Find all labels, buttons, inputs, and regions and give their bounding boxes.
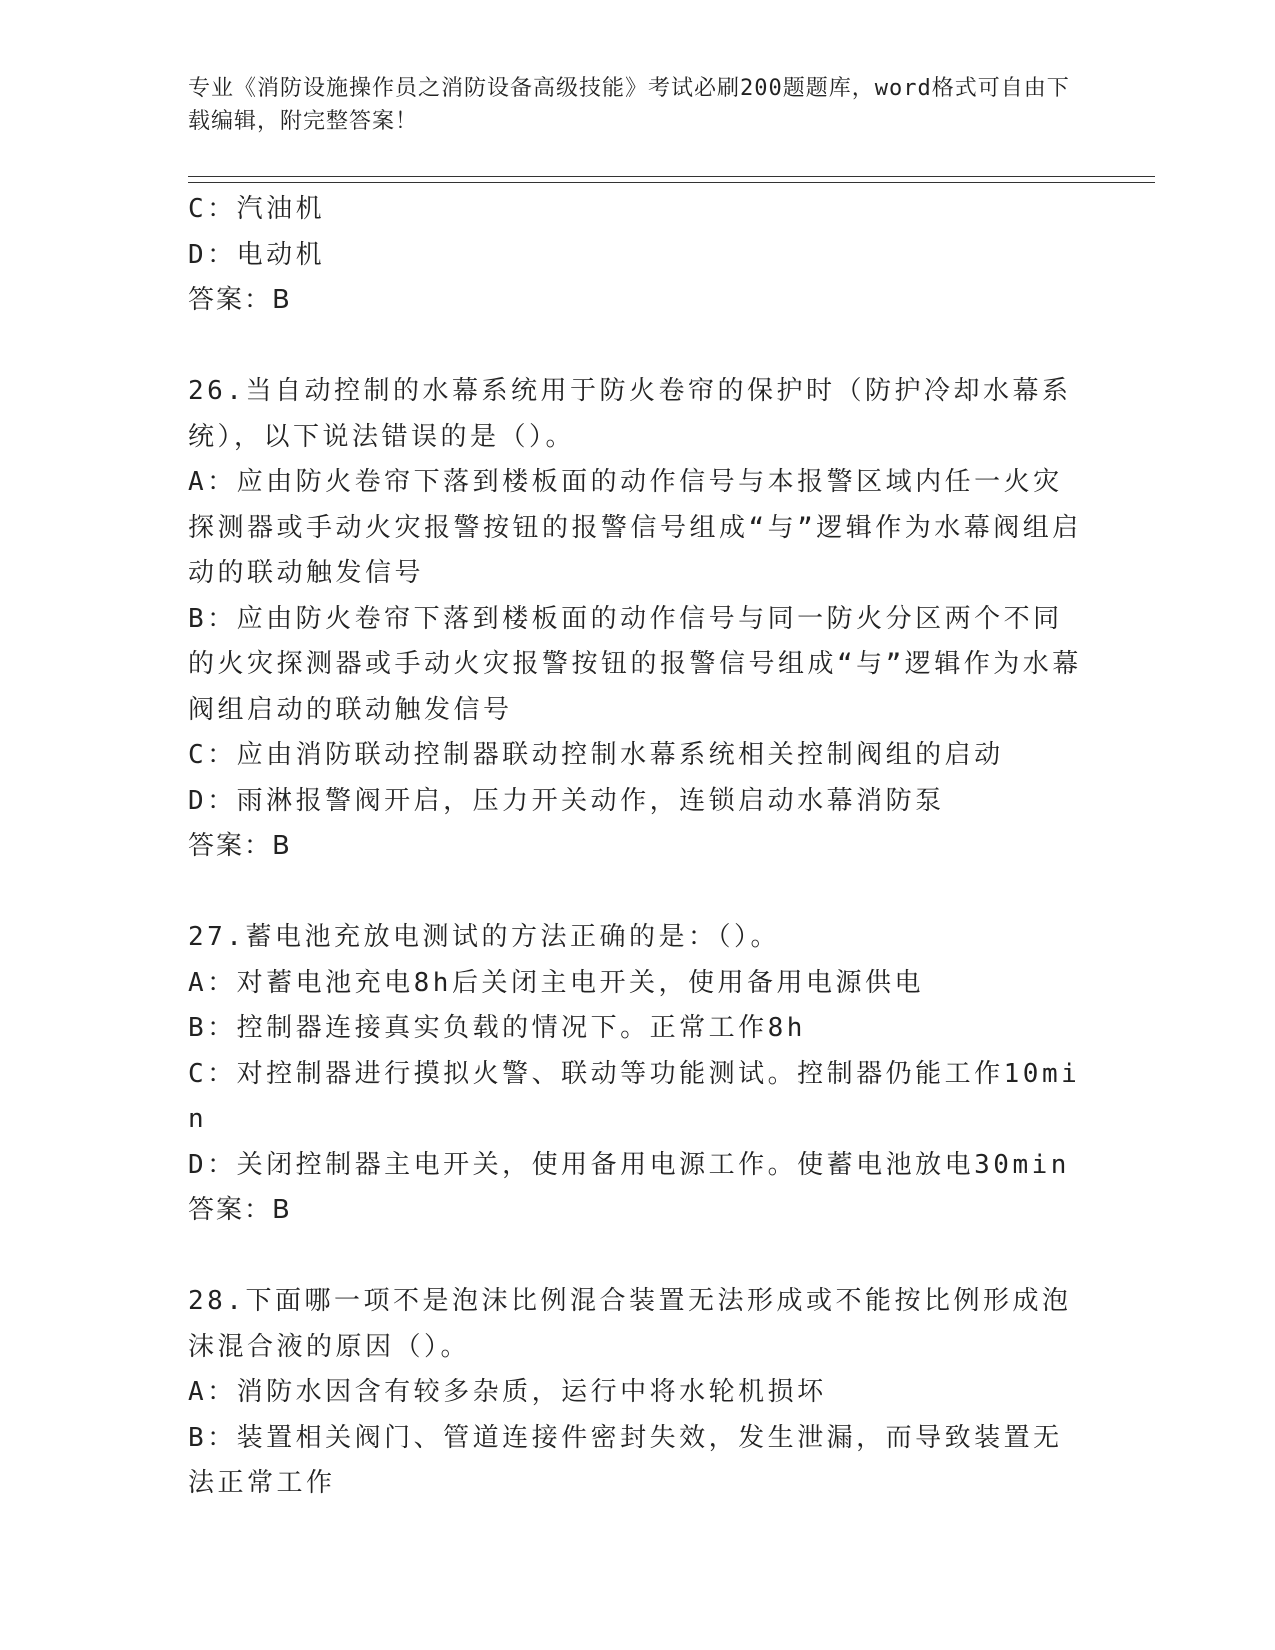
spacer: [188, 870, 1088, 916]
option-c: C：应由消防联动控制器联动控制水幕系统相关控制阀组的启动: [188, 740, 1004, 770]
option-a: A：应由防火卷帘下落到楼板面的动作信号与本报警区域内任一火灾探测器或手动火灾报警按钮的报警信号组成“与”逻辑作为水幕阀组启动的联动触发信号: [188, 467, 1082, 588]
exam-content: [188, 187, 1088, 1507]
answer-line: 答案：B: [188, 285, 292, 315]
option-a: A：对蓄电池充电8h后关闭主电开关，使用备用电源供电: [188, 967, 924, 998]
spacer: [188, 1234, 1088, 1280]
option-d: D：雨淋报警阀开启，压力开关动作，连锁启动水幕消防泵: [188, 785, 945, 816]
option-a: A：消防水因含有较多杂质，运行中将水轮机损坏: [188, 1377, 827, 1407]
answer-line: 答案：B: [188, 831, 292, 861]
question-26: [188, 369, 1088, 870]
option-d: D：关闭控制器主电开关，使用备用电源工作。使蓄电池放电30min: [188, 1149, 1070, 1180]
spacer: [188, 324, 1088, 370]
option-c: C：汽油机: [188, 194, 326, 224]
header-divider-bottom: [188, 182, 1155, 183]
question-25-tail: [188, 187, 1088, 324]
page-header: 专业《消防设施操作员之消防设备高级技能》考试必刷200题题库，word格式可自由下载编辑，附完整答案！: [188, 76, 1070, 134]
option-b: B：装置相关阀门、管道连接件密封失效，发生泄漏，而导致装置无法正常工作: [188, 1422, 1063, 1498]
question-stem: 27.蓄电池充放电测试的方法正确的是：（）。: [188, 922, 780, 952]
option-b: B：控制器连接真实负载的情况下。正常工作8h: [188, 1013, 806, 1043]
answer-line: 答案：B: [188, 1195, 292, 1225]
question-stem: 26.当自动控制的水幕系统用于防火卷帘的保护时（防护冷却水幕系统），以下说法错误的是（）。: [188, 376, 1072, 452]
option-b: B：应由防火卷帘下落到楼板面的动作信号与同一防火分区两个不同的火灾探测器或手动火灾报警按钮的报警信号组成“与”逻辑作为水幕阀组启动的联动触发信号: [188, 603, 1082, 725]
option-c: C：对控制器进行摸拟火警、联动等功能测试。控制器仍能工作10min: [188, 1058, 1081, 1134]
question-stem: 28.下面哪一项不是泡沫比例混合装置无法形成或不能按比例形成泡沫混合液的原因（）。: [188, 1286, 1072, 1362]
question-28: [188, 1279, 1088, 1507]
option-d: D：电动机: [188, 239, 326, 270]
question-27: [188, 915, 1088, 1234]
header-divider-top: [188, 176, 1155, 177]
